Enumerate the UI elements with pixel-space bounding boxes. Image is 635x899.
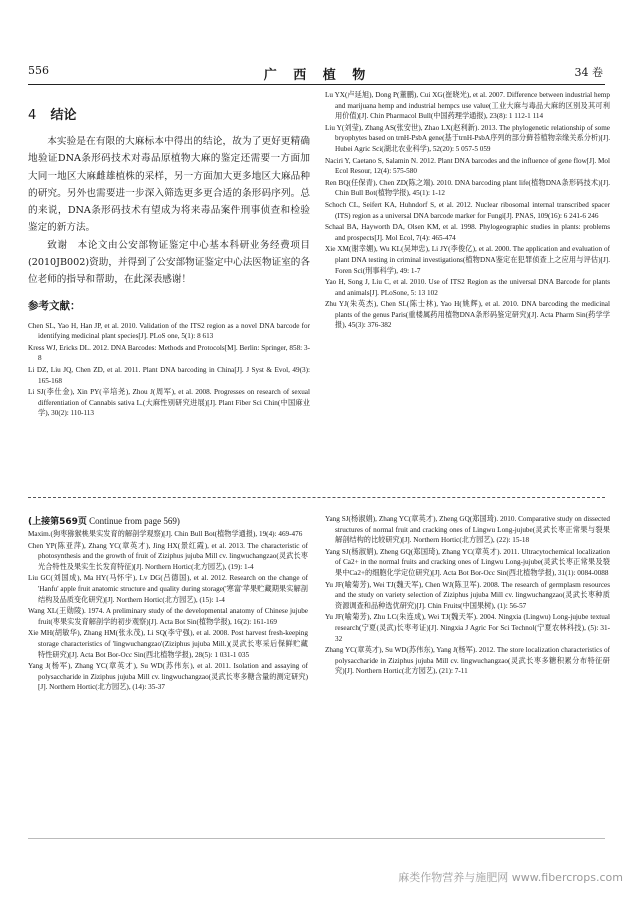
reference-item: Yang SJ(杨淑娟), Zhang YC(章英才), Zheng GQ(郑国琦). 2010. Comparative study on dissected structures of normal fruit and cracking ones of Lingwu Long-jujube(灵武长枣正常果与裂果解剖结构的比较研究)[J]. Northern Hortic(北方园艺), (22): 15-18 bbox=[325, 515, 610, 545]
column-left-top bbox=[28, 94, 310, 486]
reference-item: Yang J(杨军), Zhang YC(章英才), Su WD(苏伟东), et al. 2011. Isolation and assaying of polysaccharide in Ziziphus jujuba Mill cv. lingwuchangzao(灵武长枣多糖含量的测定研究)[J]. Northern Hortic(北方园艺), (14): 35-37 bbox=[28, 662, 308, 692]
reference-item: Yu JF(喻菊芳), Zhu LC(朱连成), Wei TJ(魏天军). 2004. Ningxia (Lingwu) Long-jujube textual research(宁夏(灵武)长枣考证)[J]. Ningxia J Agric For Sci Technol(宁夏农林科技), (5): 31-32 bbox=[325, 613, 610, 643]
reference-item: Naciri Y, Caetano S, Salamin N. 2012. Plant DNA barcodes and the influence of gene flow[J]. Mol Ecol Resour, 12(4): 575-580 bbox=[325, 156, 610, 176]
references-heading: 参考文献： bbox=[28, 299, 81, 312]
continuation-note bbox=[28, 514, 308, 527]
reference-item: Zhu YJ(朱英杰), Chen SL(陈士林), Yao H(姚辉), et al. 2010. DNA barcoding the medicinal plants of the genus Paris(重楼属药用植物DNA条形码鉴定研究)[J]. Acta Pharm Sin(药学学报), 45(3): 376-382 bbox=[325, 300, 610, 330]
journal-title: 广 西 植 物 bbox=[263, 68, 372, 83]
section-number: 4 bbox=[28, 108, 37, 123]
reference-item: Zhang YC(章英才), Su WD(苏伟东), Yang J(杨军). 2012. The store localization characteristics of polysaccharide in Ziziphus jujuba Mill cv. lingwuchangzao(灵武长枣多糖积累分布特征研究)[J]. Northern Hortic(北方园艺), (21): 7-11 bbox=[325, 646, 610, 676]
column-right-bottom bbox=[325, 514, 610, 814]
page-number: 556 bbox=[28, 64, 49, 77]
section-divider bbox=[28, 497, 605, 498]
section-heading bbox=[28, 104, 310, 123]
reference-item: Chen YP(陈亚萍), Zhang YC(章英才), Jing HX(景红霞), et al. 2013. The characteristic of photosynthesis and the growth of fruit of Ziziphus jujuba Mill cv. lingwuchangzao(灵武长枣光合特性及果实生长发育特征)[J]. Northern Hortic(北方园艺), (19): 1-4 bbox=[28, 541, 308, 571]
footer-rule bbox=[28, 838, 605, 839]
reference-item: Xie MH(胡敏华), Zhang HM(张永茂), Li SQ(李守强), et al. 2008. Post harvest fresh-keeping storage characteristics of 'lingwuchangzao'(Ziziphus jujuba Mill.)(灵武长枣采后保鲜贮藏特性研究)[J]. Acta Bot Bor-Occ Sin(西北植物学报), 28(5): 1 031-1 035 bbox=[28, 629, 308, 659]
column-left-bottom bbox=[28, 514, 308, 814]
reference-item: Kress WJ, Ericks DL. 2012. DNA Barcodes: Methods and Protocols[M]. Berlin: Springer, 858: 3-8 bbox=[28, 343, 310, 363]
reference-item: Wang XL(王勋陵). 1974. A preliminary study of the developmental anatomy of Chinese jujube fruit(枣果实发育解剖学的初步观察)[J]. Acta Bot Sin(植物学报), 16(2): 161-169 bbox=[28, 607, 308, 626]
column-right-top bbox=[325, 90, 610, 486]
reference-item: Schaal BA, Hayworth DA, Olsen KM, et al. 1998. Phylogeographic studies in plants: problems and prospects[J]. Mol Ecol, 7(4): 465-474 bbox=[325, 223, 610, 242]
reference-item: Schoch CL, Seifert KA, Huhndorf S, et al. 2012. Nuclear ribosomal internal transcribed spacer (ITS) region as a universal DNA barcode marker for Fungi[J]. PNAS, 109(16): 6 241-6 246 bbox=[325, 200, 610, 220]
reference-item: Yao H, Song J, Liu C, et al. 2010. Use of ITS2 Region as the universal DNA Barcode for plants and animals[J]. PLoSone, 5: 13 102 bbox=[325, 278, 610, 297]
reference-item: Yang SJ(杨淑娟), Zheng GQ(郑国琦), Zhang YC(章英才). 2011. Ultracytochemical localization of Ca2+ in the normal fruits and cracking ones of Lingwu Long-jujube(灵武长枣正常果及裂果中Ca2+的细胞化学定位研究)[J]. Acta Bot Bor-Occ Sin(西北植物学报), 31(1): 0084-0088 bbox=[325, 547, 610, 577]
section-title: 结论 bbox=[50, 108, 77, 123]
continuation-cn: (上接第569页 bbox=[28, 517, 87, 527]
reference-item: Yu JF(喻菊芳), Wei TJ(魏天军), Chen WJ(陈卫军). 2008. The research of germplasm resources and the study on variety selection of Ziziphus jujuba Mill cv. lingwuchangzao(灵武长枣种质资源调查和品种选优研究)[J]. Chin Fruits(中国果树), (1): 56-57 bbox=[325, 580, 610, 610]
reference-item: Liu Y(刘莹), Zhang AS(张安世), Zhao LX(赵利新). 2013. The phylogenetic relationship of some bryophytes based on trnH-PsbA gene(基于trnH-PsbA序列的部分藓苔植物亲缘关系分析)[J]. Hubei Agric Sci(湖北农业科学), 52(20): 5 057-5 059 bbox=[325, 123, 610, 153]
reference-item: Lu YX(卢延旭), Dong P(董鹏), Cui XG(崔晓光), et al. 2007. Difference between industrial hemp and marijuana hemp and industrial hempcs use value(工业大麻与毒品大麻的区别及其可利用价值)[J]. Chin Pharmacol Bull(中国药理学通报), 23(8): 1 112-1 114 bbox=[325, 91, 610, 121]
conclusion-paragraph: 本实验是在有限的大麻标本中得出的结论，故为了更好更精确地验证DNA条形码技术对毒品原植物大麻的鉴定还需要一方面加大同一地区大麻雌雄植株的采样，另一方面加大更多地区大麻品种的研究。另外也需要进一步深入筛选更多更合适的条形码序列。总的来说，DNA条形码技术有望成为将来毒品案件刑事侦查和检验鉴定的新方法。 bbox=[28, 136, 310, 234]
reference-item: Xie XM(谢幸媚), Wu KL(吴坤忠), Li JY(李俊亿), et al. 2000. The application and evaluation of plant DNA testing in criminal investigations(植物DNA鉴定在犯罪侦查上之应用与评估)[J]. Foren Sci(刑事科学), 49: 1-7 bbox=[325, 245, 610, 275]
volume-label: 34 卷 bbox=[574, 66, 603, 79]
continuation-en: Continue from page 569) bbox=[89, 516, 180, 526]
reference-item: Maxim.(狗枣猕猴桃果实发育的解剖学观察)[J]. Chin Bull Bot(植物学通报), 19(4): 469-476 bbox=[28, 530, 303, 538]
reference-item: Ren BQ(任保青), Chen ZD(陈之端). 2010. DNA barcoding plant life(植物DNA条形码技术)[J]. Chin Bull Bot(植物学报), 45(1): 1-12 bbox=[325, 178, 610, 198]
reference-item: Chen SL, Yao H, Han JP, et al. 2010. Validation of the ITS2 region as a novel DNA barcode for identifying medicinal plant species[J]. PLoS one, 5(1): 8 613 bbox=[28, 321, 310, 341]
reference-item: Li SJ(李仕金), Xin PY(辛培尧), Zhou J(周军), et al. 2008. Progresses on research of sexual differentiation of Cannabis sativa L.(大麻性别研究进展)[J]. Plant Fiber Sci Chin(中国麻业学), 30(2): 110-113 bbox=[28, 388, 310, 418]
reference-item: Li DZ, Liu JQ, Chen ZD, et al. 2011. Plant DNA barcoding in China[J]. J Syst & Evol, 49(3): 165-168 bbox=[28, 366, 310, 385]
reference-item: Liu GC(刘国成), Ma HY(马怀宇), Lv DG(吕德国), et al. 2012. Research on the change of 'Hanfu' apple fruit anatomic structure and quality during storage('寒富'苹果贮藏期果实解剖结构及品质变化研究)[J]. Northern Hortic(北方园艺), (15): 1-4 bbox=[28, 574, 308, 604]
acknowledgement-paragraph: 致谢 本论文由公安部物证鉴定中心基本科研业务经费项目(2010JB002)资助，并得到了公安部物证鉴定中心法医物证室的各位老师的指导和帮助，在此深表感谢！ bbox=[28, 239, 310, 286]
header-rule bbox=[28, 84, 605, 85]
site-watermark: 麻类作物营养与施肥网 www.fibercrops.com bbox=[398, 871, 623, 884]
